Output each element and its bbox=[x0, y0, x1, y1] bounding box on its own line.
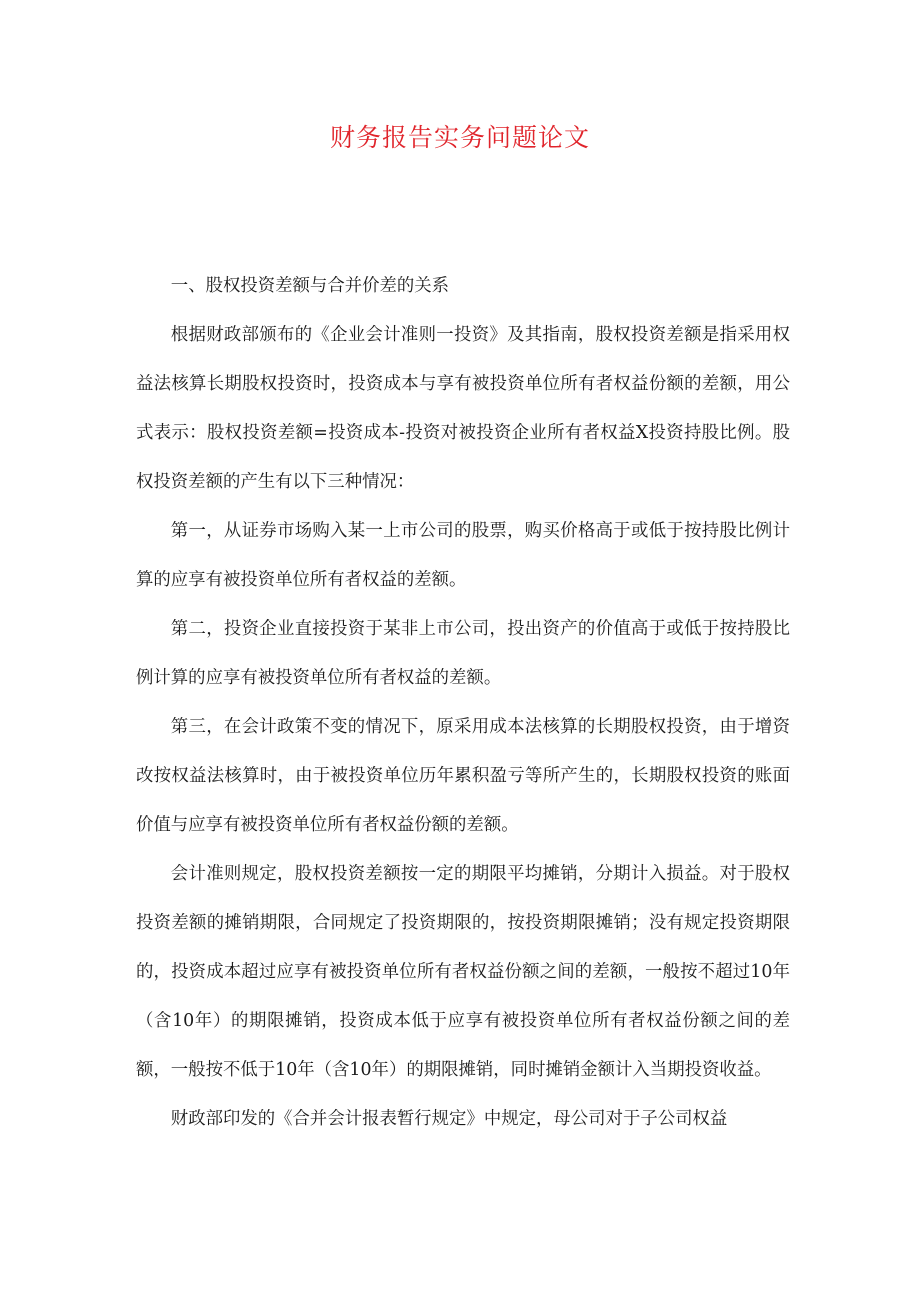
paragraph-case-first: 第一，从证券市场购入某一上市公司的股票，购买价格高于或低于按持股比例计算的应享有被投资单位所有者权益的差额。 bbox=[136, 521, 790, 590]
paragraph-consolidation: 财政部印发的《合并会计报表暂行规定》中规定，母公司对于子公司权益 bbox=[170, 1109, 728, 1129]
paragraph-definition: 根据财政部颁布的《企业会计准则一投资》及其指南，股权投资差额是指采用权益法核算长期股权投资时，投资成本与享有被投资单位所有者权益份额的差额，用公式表示：股权投资差额=投资成本-投资对被投资企业所有者权益X投资持股比例。股权投资差额的产生有以下三种情况： bbox=[136, 325, 790, 492]
section-heading: 一、股权投资差额与合并价差的关系 bbox=[170, 276, 450, 296]
paragraph-case-third: 第三，在会计政策不变的情况下，原采用成本法核算的长期股权投资，由于增资改按权益法核算时，由于被投资单位历年累积盈亏等所产生的，长期股权投资的账面价值与应享有被投资单位所有者权益份额的差额。 bbox=[136, 717, 790, 835]
document-body bbox=[136, 262, 790, 1144]
paragraph-case-second: 第二，投资企业直接投资于某非上市公司，投出资产的价值高于或低于按持股比例计算的应享有被投资单位所有者权益的差额。 bbox=[136, 619, 790, 688]
paragraph-amortization: 会计准则规定，股权投资差额按一定的期限平均摊销，分期计入损益。对于股权投资差额的摊销期限，合同规定了投资期限的，按投资期限摊销；没有规定投资期限的，投资成本超过应享有被投资单位所有者权益份额之间的差额，一般按不超过10年（含10年）的期限摊销，投资成本低于应享有被投资单位所有者权益份额之间的差额，一般按不低于10年（含10年）的期限摊销，同时摊销金额计入当期投资收益。 bbox=[136, 864, 790, 1080]
document-title: 财务报告实务问题论文 bbox=[329, 123, 590, 152]
